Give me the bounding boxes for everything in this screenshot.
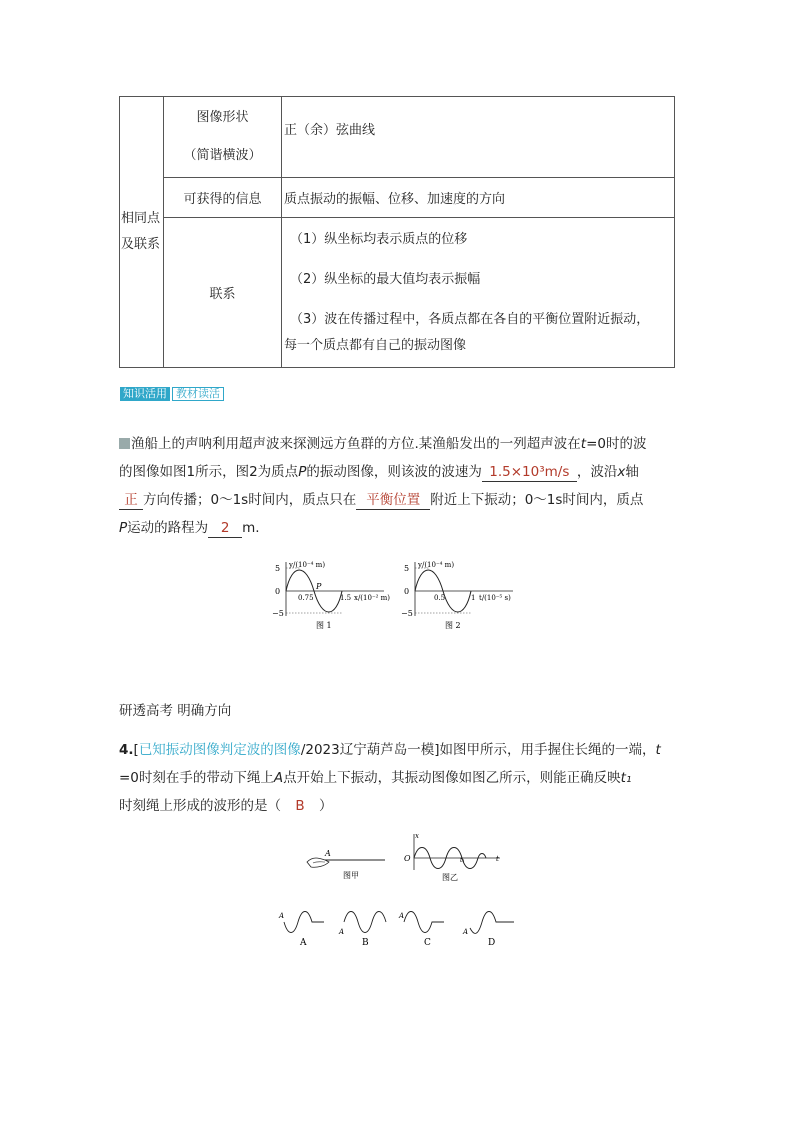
text: ） — [319, 798, 333, 814]
problem-tag-link[interactable]: 已知振动图像判定波的图像 — [138, 742, 301, 758]
y-tick: 5 — [275, 564, 281, 573]
waveform — [470, 912, 514, 934]
x-axis-label: x — [415, 832, 419, 840]
section-tags — [120, 387, 224, 401]
option-letter: C — [424, 938, 431, 948]
var-t: t — [580, 436, 587, 452]
y-axis-label: y/(10⁻⁴ m) — [418, 561, 455, 569]
row-label: 图像形状 — [196, 110, 249, 125]
problem-4 — [119, 736, 675, 820]
origin-label: O — [404, 854, 411, 863]
point-a-label: A — [279, 912, 285, 920]
figure-caption: 图乙 — [442, 873, 458, 882]
option-c[interactable] — [398, 908, 458, 950]
y-tick: 0 — [404, 587, 410, 596]
option-b[interactable] — [338, 908, 398, 950]
option-d[interactable] — [462, 908, 522, 950]
row-label-cell — [164, 97, 282, 178]
figure-caption: 图 1 — [316, 621, 332, 630]
text: 附近上下振动；0～1s时间内，质点 — [430, 492, 644, 508]
list-item: 每一个质点都有自己的振动图像 — [284, 337, 467, 353]
y-tick: 0 — [275, 587, 281, 596]
y-tick: −5 — [272, 609, 284, 618]
row-sublabel: （简谐横波） — [183, 148, 262, 163]
figure-yi-vibration — [400, 830, 505, 885]
section-title: 研透高考 明确方向 — [119, 703, 232, 719]
text: ，波沿 — [576, 464, 618, 480]
text: 轴 — [625, 464, 639, 480]
t-tick: 1 — [471, 594, 476, 602]
waveform — [404, 912, 444, 933]
x-tick: 0.75 — [298, 594, 314, 602]
figure-caption: 图 2 — [445, 621, 461, 630]
t-axis-label: t/(10⁻⁵ s) — [479, 594, 511, 602]
answer-direction: 正 — [119, 491, 143, 510]
text: =0时的波 — [586, 436, 647, 452]
text: 方向传播；0～1s时间内，质点只在 — [143, 492, 357, 508]
var-a: A — [273, 770, 284, 786]
hand-icon — [307, 858, 329, 867]
var-p: P — [119, 520, 128, 536]
answer-position: 平衡位置 — [356, 491, 430, 510]
answer-speed: 1.5×10³m/s — [482, 463, 577, 482]
var-t1: t₁ — [620, 770, 632, 786]
text: 运动的路程为 — [127, 520, 209, 536]
text: 渔船上的声呐利用超声波来探测远方鱼群的方位.某渔船发出的一列超声波在 — [131, 436, 581, 452]
tag-knowledge: 知识活用 — [120, 387, 170, 401]
comparison-table — [119, 96, 675, 368]
text: 时刻绳上形成的波形的是（ — [119, 798, 281, 814]
row-label: 可获得的信息 — [164, 178, 282, 218]
y-tick: 5 — [404, 564, 410, 573]
point-a-label: A — [325, 849, 331, 858]
tag-textbook: 教材读活 — [172, 387, 224, 401]
row-content: 正（余）弦曲线 — [282, 97, 675, 178]
y-tick: −5 — [401, 609, 413, 618]
answer-distance: 2 — [208, 519, 242, 538]
group-label-cell — [120, 97, 164, 368]
row-label: 联系 — [164, 218, 282, 368]
text: 的振动图像，则该波的波速为 — [306, 464, 482, 480]
point-a-label: A — [339, 928, 345, 936]
point-a-label: A — [463, 928, 469, 936]
point-p-label: P — [316, 582, 322, 591]
x-axis-label: x/(10⁻² m) — [354, 594, 391, 602]
text: 点开始上下振动，其振动图像如图乙所示，则能正确反映 — [283, 770, 621, 786]
list-item: （3）波在传播过程中，各质点都在各自的平衡位置附近振动， — [290, 311, 650, 327]
text: 如图甲所示，用手握住长绳的一端， — [439, 742, 656, 758]
option-letter: D — [488, 938, 496, 948]
t-axis-label: t — [496, 855, 499, 863]
text: 的图像如图1所示，图2为质点 — [119, 464, 299, 480]
t-tick: 0.5 — [434, 594, 446, 602]
problem-1 — [119, 430, 675, 542]
point-a-label: A — [399, 912, 405, 920]
list-item: （2）纵坐标的最大值均表示振幅 — [290, 271, 481, 287]
problem-source: /2023辽宁葫芦岛一模] — [300, 742, 440, 758]
group-label: 相同点及联系 — [121, 211, 161, 252]
bracket: [ — [133, 742, 139, 758]
figure-jia-rope — [303, 840, 393, 885]
list-item: （1）纵坐标均表示质点的位移 — [290, 231, 468, 247]
text: =0时刻在手的带动下绳上 — [119, 770, 274, 786]
x-tick: 1.5 — [340, 594, 352, 602]
var-p: P — [298, 464, 307, 480]
figure-2-vibration-graph — [401, 558, 521, 633]
problem-number: 4. — [119, 742, 134, 758]
var-t: t — [655, 742, 661, 758]
row-content — [282, 218, 675, 368]
option-letter: A — [300, 938, 307, 948]
figure-caption: 图甲 — [343, 871, 359, 880]
text: m. — [242, 520, 260, 536]
problem-icon — [119, 438, 130, 449]
option-letter: B — [362, 938, 369, 948]
answer-choice: B — [295, 798, 305, 814]
figure-1-wave-graph — [272, 558, 392, 633]
row-content: 质点振动的振幅、位移、加速度的方向 — [282, 178, 675, 218]
var-x: x — [617, 464, 626, 480]
option-a[interactable] — [278, 908, 338, 950]
waveform — [344, 912, 386, 933]
waveform — [284, 912, 324, 933]
t1-label: t₁ — [460, 857, 465, 864]
y-axis-label: y/(10⁻⁴ m) — [289, 561, 326, 569]
